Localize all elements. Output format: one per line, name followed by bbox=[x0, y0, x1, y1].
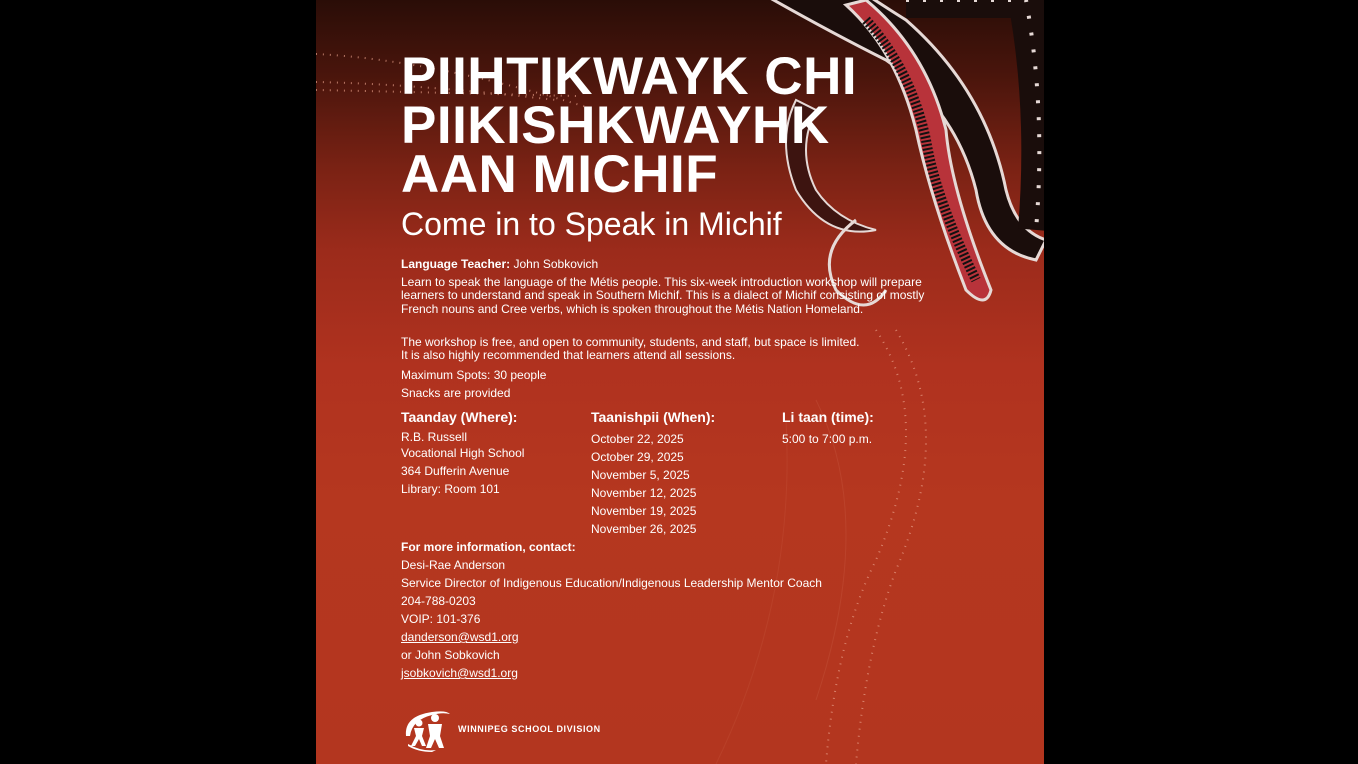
date-item: November 26, 2025 bbox=[591, 522, 697, 536]
email-link-danderson[interactable]: danderson@wsd1.org bbox=[401, 630, 519, 644]
teacher-line bbox=[401, 258, 598, 271]
teacher-name: John Sobkovich bbox=[513, 257, 599, 271]
where-line: 364 Dufferin Avenue bbox=[401, 464, 510, 478]
winnipeg-school-division-logo bbox=[402, 706, 601, 752]
title-line-3: AAN MICHIF bbox=[401, 145, 719, 204]
contact-name: Desi-Rae Anderson bbox=[401, 558, 506, 572]
contact-alt: or John Sobkovich bbox=[401, 648, 500, 662]
where-line: R.B. Russell bbox=[401, 430, 468, 444]
contact-voip: VOIP: 101-376 bbox=[401, 612, 481, 626]
where-line: Library: Room 101 bbox=[401, 482, 500, 496]
snacks-note: Snacks are provided bbox=[401, 386, 511, 400]
workshop-line-1: The workshop is free, and open to community, students, and staff, but space is limited. bbox=[401, 335, 860, 349]
contact-role: Service Director of Indigenous Education/Indigenous Leadership Mentor Coach bbox=[401, 576, 822, 590]
poster bbox=[316, 0, 1044, 764]
page-title bbox=[401, 47, 858, 204]
logo-text: WINNIPEG SCHOOL DIVISION bbox=[458, 724, 601, 734]
teacher-label: Language Teacher: bbox=[401, 257, 511, 271]
contact-heading: For more information, contact: bbox=[401, 540, 576, 554]
workshop-line-2: It is also highly recommended that learners attend all sessions. bbox=[401, 348, 736, 363]
date-item: October 22, 2025 bbox=[591, 432, 684, 446]
time-heading: Li taan (time): bbox=[782, 409, 874, 425]
workshop-paragraph bbox=[401, 336, 941, 363]
where-line: Vocational High School bbox=[401, 446, 525, 460]
time-value: 5:00 to 7:00 p.m. bbox=[782, 432, 873, 446]
contact-section bbox=[401, 538, 822, 682]
title-line-1: PIIHTIKWAYK CHI bbox=[401, 47, 858, 106]
date-item: November 19, 2025 bbox=[591, 504, 697, 518]
date-item: November 12, 2025 bbox=[591, 486, 697, 500]
where-heading: Taanday (Where): bbox=[401, 409, 518, 425]
title-line-2: PIIKISHKWAYHK bbox=[401, 96, 830, 155]
email-link-jsobkovich[interactable]: jsobkovich@wsd1.org bbox=[401, 666, 518, 680]
intro-paragraph: Learn to speak the language of the Métis people. This six-week introduction workshop will prepare learners to understand and speak in Southern Michif. This is a dialect of Michif consisting of mostly French nouns and Cree verbs, which is spoken throughout the Métis Nation Homeland. bbox=[401, 275, 925, 316]
when-section bbox=[591, 408, 715, 538]
when-heading: Taanishpii (When): bbox=[591, 409, 716, 425]
family-figures-icon bbox=[402, 706, 452, 752]
date-item: November 5, 2025 bbox=[591, 468, 690, 482]
time-section bbox=[782, 408, 874, 448]
contact-phone: 204-788-0203 bbox=[401, 594, 476, 608]
date-item: October 29, 2025 bbox=[591, 450, 684, 464]
subtitle: Come in to Speak in Michif bbox=[401, 206, 782, 242]
where-section bbox=[401, 408, 524, 498]
max-spots: Maximum Spots: 30 people bbox=[401, 368, 547, 382]
